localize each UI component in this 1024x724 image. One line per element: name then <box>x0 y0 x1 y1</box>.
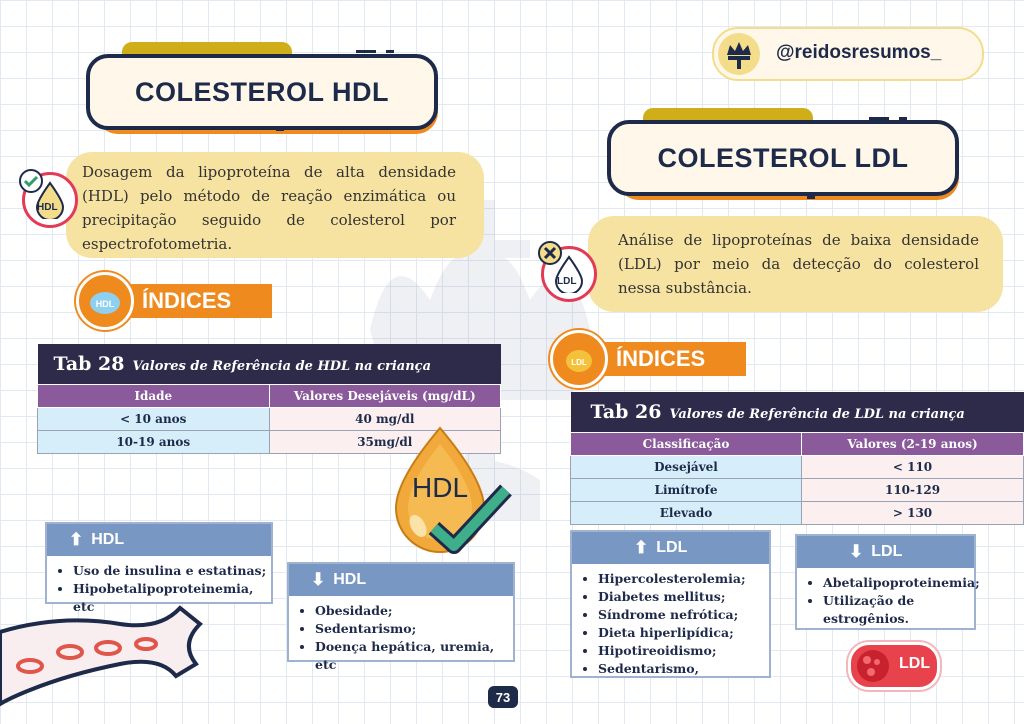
ldl-title: COLESTEROL LDL <box>607 120 959 196</box>
list-item: • Utilização de estrogênios. <box>823 592 974 628</box>
list-item: • Abetalipoproteinemia; <box>823 574 974 592</box>
ldl-pill-label: LDL <box>899 655 931 672</box>
table-cell: < 10 anos <box>38 408 270 431</box>
list-item: • Sedentarismo, <box>598 660 769 678</box>
table-cell: Limítrofe <box>571 479 802 502</box>
ldl-table-header: Classificação <box>571 433 802 456</box>
table-cell: > 130 <box>802 502 1024 525</box>
hdl-badge-label: HDL <box>37 202 58 213</box>
ldl-x-badge <box>541 246 597 302</box>
hdl-table-header: Valores Desejáveis (mg/dL) <box>269 385 501 408</box>
author-handle-pill <box>712 27 984 81</box>
table-cell: 110-129 <box>802 479 1024 502</box>
hdl-check-badge <box>22 172 78 228</box>
svg-text:LDL: LDL <box>571 358 587 367</box>
list-item: • Doença hepática, uremia, etc <box>315 638 513 674</box>
ldl-up-title: LDL <box>656 539 688 556</box>
ldl-mascot-icon <box>550 330 608 388</box>
ldl-particle-icon <box>855 648 891 684</box>
ldl-down-title: LDL <box>871 543 903 560</box>
table-cell: 10-19 anos <box>38 431 270 454</box>
list-item: • Hipercolesterolemia; <box>598 570 769 588</box>
ldl-reference-table <box>570 392 1024 525</box>
ldl-indices-header <box>571 342 746 376</box>
hdl-description: Dosagem da lipoproteína de alta densidade (HDL) pelo método de reação enzimática ou precipitação seguido de colesterol por espectrofotometria. <box>82 163 456 253</box>
ldl-table-title: Valores de Referência de LDL na criança <box>669 407 965 422</box>
crown-logo-icon <box>718 33 760 75</box>
ldl-indices-label: ÍNDICES <box>616 346 706 371</box>
arrow-down-icon: ⬇ <box>849 542 864 561</box>
list-item: • Dieta hiperlipídica; <box>598 624 769 642</box>
ldl-description-box <box>588 216 1003 312</box>
blood-vessel-illustration <box>0 604 210 716</box>
list-item: • Diabetes mellitus; <box>598 588 769 606</box>
arrow-down-icon: ⬇ <box>311 570 326 589</box>
ldl-increase-card <box>570 530 771 678</box>
table-row <box>571 456 1024 479</box>
ldl-decrease-card <box>795 534 980 630</box>
table-row <box>571 502 1024 525</box>
hdl-decrease-card <box>287 562 515 672</box>
hdl-increase-card <box>45 522 273 614</box>
table-cell: 35mg/dl <box>269 431 501 454</box>
list-item: • Hipotireoidismo; <box>598 642 769 660</box>
list-item: • Hipobetalipoproteinemia, etc <box>73 580 271 616</box>
hdl-mascot-icon <box>76 272 134 330</box>
hdl-table-title: Valores de Referência de HDL na criança <box>132 359 432 374</box>
ldl-pill <box>848 642 940 690</box>
ldl-table-number: Tab 26 <box>590 401 662 423</box>
table-cell: Desejável <box>571 456 802 479</box>
handle-text: @reidosresumos_ <box>776 42 942 63</box>
hdl-title: COLESTEROL HDL <box>86 54 438 130</box>
hdl-indices-label: ÍNDICES <box>142 288 232 313</box>
list-item: • Uso de insulina e estatinas; <box>73 562 271 580</box>
hdl-indices-header <box>95 284 272 318</box>
hdl-description-box <box>66 152 484 258</box>
list-item: • Síndrome nefrótica; <box>598 606 769 624</box>
ldl-description: Análise de lipoproteínas de baixa densidade (LDL) por meio da detecção do colesterol nessa substância. <box>618 231 979 297</box>
table-cell: 40 mg/dl <box>269 408 501 431</box>
hdl-title-banner <box>86 42 446 138</box>
hdl-drop-label: HDL <box>412 472 469 503</box>
hdl-table-number: Tab 28 <box>53 353 125 375</box>
ldl-title-banner <box>607 108 967 204</box>
table-cell: Elevado <box>571 502 802 525</box>
arrow-up-icon: ⬆ <box>69 530 84 549</box>
list-item: • Obesidade; <box>315 602 513 620</box>
ldl-table-header: Valores (2-19 anos) <box>802 433 1024 456</box>
svg-text:HDL: HDL <box>95 299 115 309</box>
table-cell: < 110 <box>802 456 1024 479</box>
table-row <box>571 479 1024 502</box>
hdl-up-title: HDL <box>91 531 125 548</box>
hdl-down-title: HDL <box>333 571 367 588</box>
drop-icon <box>552 255 586 293</box>
arrow-up-icon: ⬆ <box>634 538 649 557</box>
hdl-table-header: Idade <box>38 385 270 408</box>
list-item: • Sedentarismo; <box>315 620 513 638</box>
page-number: 73 <box>488 686 518 708</box>
drop-icon <box>33 181 67 219</box>
ldl-badge-label: LDL <box>557 276 577 287</box>
